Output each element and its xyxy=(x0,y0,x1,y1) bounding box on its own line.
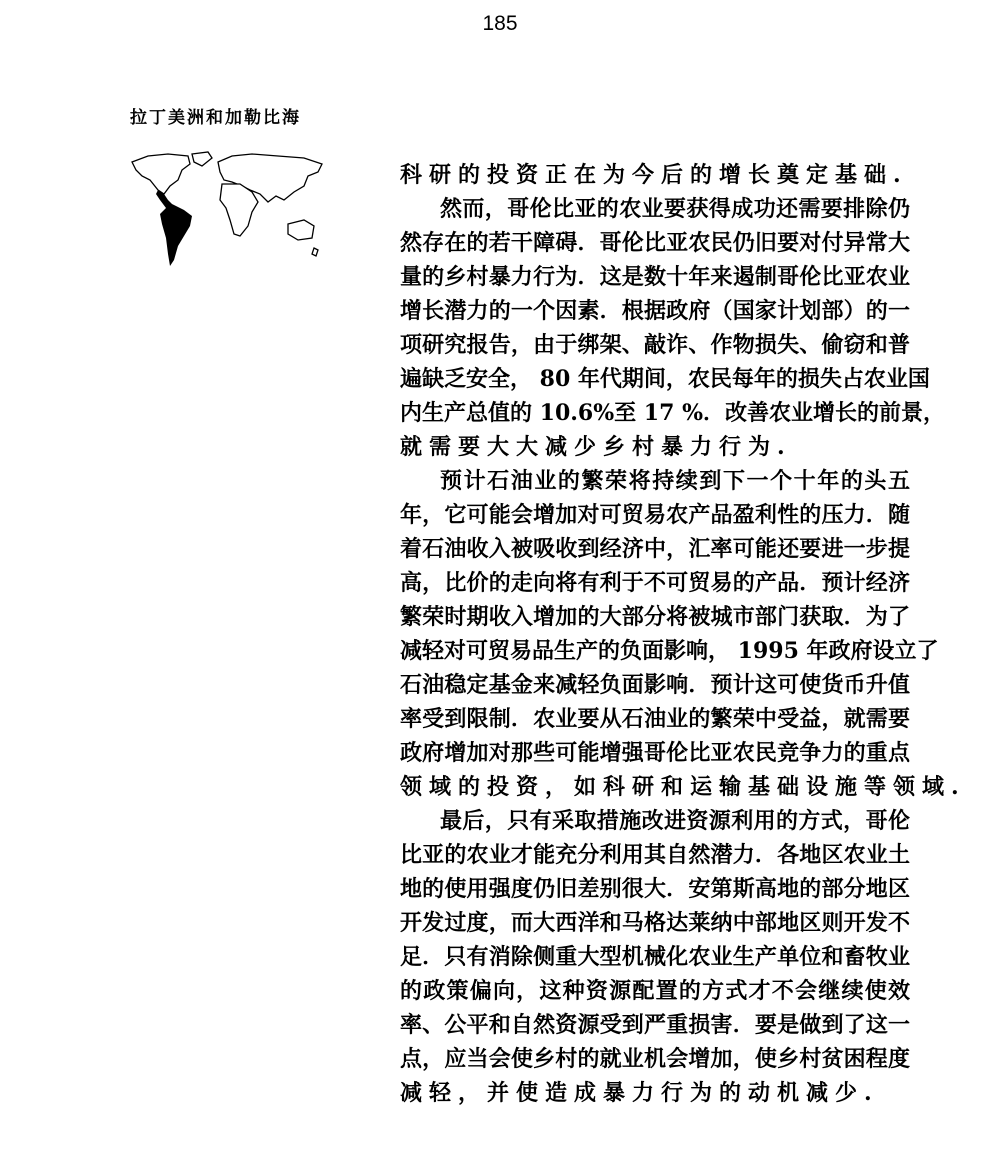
text-line: 然存在的若干障碍．哥伦比亚农民仍旧要对付异常大 xyxy=(400,230,910,256)
text-line: 就需要大大减少乡村暴力行为. xyxy=(400,434,792,460)
paragraph xyxy=(400,804,910,1110)
text-line: 内生产总值的 10.6%至 17 %．改善农业增长的前景， xyxy=(400,400,945,426)
text-line: 率受到限制．农业要从石油业的繁荣中受益，就需要 xyxy=(400,706,910,732)
text-line: 最后，只有采取措施改进资源利用的方式，哥伦 xyxy=(440,808,910,834)
text-line: 的政策偏向，这种资源配置的方式才不会继续使效 xyxy=(400,978,910,1004)
text-line: 石油稳定基金来减轻负面影响．预计这可使货币升值 xyxy=(400,672,910,698)
paragraph xyxy=(400,192,945,464)
text-line: 减轻，并使造成暴力行为的动机减少. xyxy=(400,1080,879,1106)
text-line: 遍缺乏安全， 80 年代期间，农民每年的损失占农业国 xyxy=(400,366,930,392)
text-line: 年，它可能会增加对可贸易农产品盈利性的压力．随 xyxy=(400,502,910,528)
text-line: 量的乡村暴力行为．这是数十年来遏制哥伦比亚农业 xyxy=(400,264,910,290)
paragraph xyxy=(400,158,910,192)
text-line: 开发过度，而大西洋和马格达莱纳中部地区则开发不 xyxy=(400,910,910,936)
text-line: 增长潜力的一个因素．根据政府（国家计划部）的一 xyxy=(400,298,910,324)
text-line: 繁荣时期收入增加的大部分将被城市部门获取．为了 xyxy=(400,604,910,630)
article-body xyxy=(400,158,966,1110)
text-line: 项研究报告，由于绑架、敲诈、作物损失、偷窃和普 xyxy=(400,332,910,358)
text-line: 然而，哥伦比亚的农业要获得成功还需要排除仍 xyxy=(440,196,910,222)
text-line: 科研的投资正在为今后的增长奠定基础. xyxy=(400,162,908,188)
section-title: 拉丁美洲和加勒比海 xyxy=(130,108,301,128)
text-line: 领域的投资，如科研和运输基础设施等领域. xyxy=(400,774,966,800)
text-line: 政府增加对那些可能增强哥伦比亚农民竞争力的重点 xyxy=(400,740,910,766)
page-number: 185 xyxy=(482,12,518,35)
text-line: 比亚的农业才能充分利用其自然潜力．各地区农业土 xyxy=(400,842,910,868)
world-map-icon xyxy=(128,150,328,270)
text-line: 足．只有消除侧重大型机械化农业生产单位和畜牧业 xyxy=(400,944,910,970)
text-line: 减轻对可贸易品生产的负面影响， 1995 年政府设立了 xyxy=(400,638,939,664)
text-line: 预计石油业的繁荣将持续到下一个十年的头五 xyxy=(440,468,910,494)
text-line: 着石油收入被吸收到经济中，汇率可能还要进一步提 xyxy=(400,536,910,562)
text-line: 率、公平和自然资源受到严重损害．要是做到了这一 xyxy=(400,1012,910,1038)
paragraph xyxy=(400,464,966,804)
text-line: 高，比价的走向将有利于不可贸易的产品．预计经济 xyxy=(400,570,910,596)
text-line: 地的使用强度仍旧差别很大．安第斯高地的部分地区 xyxy=(400,876,910,902)
text-line: 点，应当会使乡村的就业机会增加，使乡村贫困程度 xyxy=(400,1046,910,1072)
